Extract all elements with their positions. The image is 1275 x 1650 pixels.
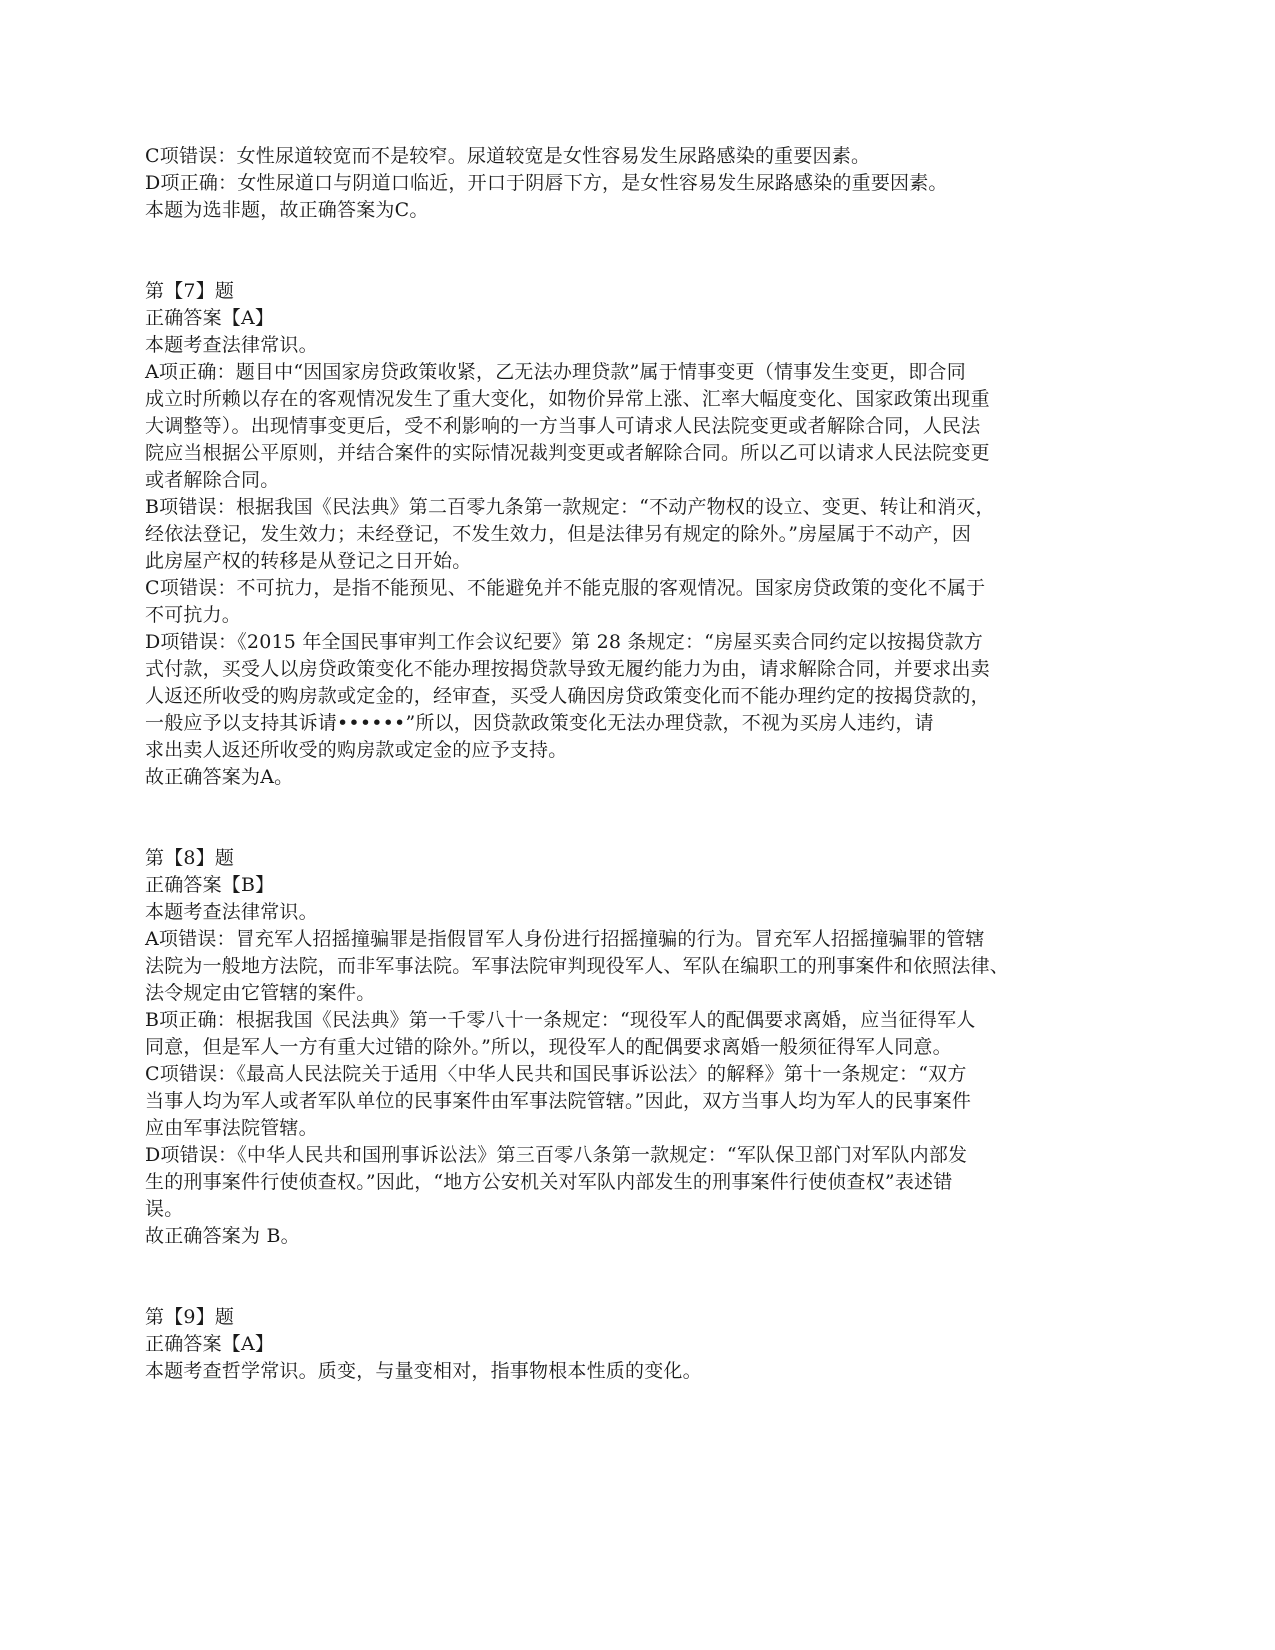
option-b-explanation-cont: 经依法登记，发生效力；未经登记，不发生效力，但是法律另有规定的除外。”房屋属于不动产，因 <box>145 523 972 545</box>
option-b-explanation-cont: 同意，但是军人一方有重大过错的除外。”所以，现役军人的配偶要求离婚一般须征得军人同意。 <box>145 1036 952 1058</box>
topic-line: 本题考查法律常识。 <box>145 901 318 923</box>
option-d-explanation-cont: 生的刑事案件行使侦查权。”因此，“地方公安机关对军队内部发生的刑事案件行使侦查权”表述错 <box>145 1171 953 1193</box>
conclusion: 故正确答案为 B。 <box>145 1225 300 1247</box>
question-label: 第【9】题 <box>145 1306 235 1328</box>
topic-line: 本题考查哲学常识。质变，与量变相对，指事物根本性质的变化。 <box>145 1360 702 1382</box>
question-label: 第【7】题 <box>145 280 235 302</box>
option-c-explanation: C项错误：不可抗力，是指不能预见、不能避免并不能克服的客观情况。国家房贷政策的变化不属于 <box>145 577 986 599</box>
option-d-explanation-cont: 人返还所收受的购房款或定金的，经审查，买受人确因房贷政策变化而不能办理约定的按揭贷款的， <box>145 685 990 707</box>
conclusion: 故正确答案为A。 <box>145 766 294 788</box>
option-b-explanation: B项错误：根据我国《民法典》第二百零九条第一款规定：“不动产物权的设立、变更、转让和消灭， <box>145 496 995 518</box>
option-a-explanation: A项正确：题目中“因国家房贷政策收紧，乙无法办理贷款”属于情事变更（情事发生变更，即合同 <box>145 361 966 383</box>
answer-label: 正确答案【A】 <box>145 307 275 329</box>
option-d-explanation-cont: 求出卖人返还所收受的购房款或定金的应予支持。 <box>145 739 568 761</box>
option-d-explanation: D项错误：《2015 年全国民事审判工作会议纪要》第 28 条规定：“房屋买卖合同约定以按揭贷款方 <box>145 631 983 653</box>
topic-line: 本题考查法律常识。 <box>145 334 318 356</box>
answer-label: 正确答案【B】 <box>145 874 275 896</box>
option-b-explanation: B项正确：根据我国《民法典》第一千零八十一条规定：“现役军人的配偶要求离婚，应当征得军人 <box>145 1009 976 1031</box>
question-label: 第【8】题 <box>145 847 235 869</box>
option-d-explanation-cont: 误。 <box>145 1198 184 1220</box>
option-d-explanation-cont: 一般应予以支持其诉请••••••”所以，因贷款政策变化无法办理贷款，不视为买房人违约，请 <box>145 712 934 734</box>
option-c-explanation: C项错误：女性尿道较宽而不是较窄。尿道较宽是女性容易发生尿路感染的重要因素。 <box>145 145 871 167</box>
option-d-explanation-cont: 式付款，买受人以房贷政策变化不能办理按揭贷款导致无履约能力为由，请求解除合同，并要求出卖 <box>145 658 990 680</box>
answer-label: 正确答案【A】 <box>145 1333 275 1355</box>
option-a-explanation-cont: 大调整等）。出现情事变更后，受不利影响的一方当事人可请求人民法院变更或者解除合同，人民法 <box>145 415 981 437</box>
option-b-explanation-cont: 此房屋产权的转移是从登记之日开始。 <box>145 550 472 572</box>
option-c-explanation: C项错误：《最高人民法院关于适用〈中华人民共和国民事诉讼法〉的解释》第十一条规定：“双方 <box>145 1063 967 1085</box>
option-c-explanation-cont: 不可抗力。 <box>145 604 242 626</box>
option-a-explanation-cont: 法院为一般地方法院，而非军事法院。军事法院审判现役军人、军队在编职工的刑事案件和依照法律、 <box>145 955 1010 977</box>
option-c-explanation-cont: 当事人均为军人或者军队单位的民事案件由军事法院管辖。”因此，双方当事人均为军人的民事案件 <box>145 1090 972 1112</box>
option-d-explanation: D项错误：《中华人民共和国刑事诉讼法》第三百零八条第一款规定：“军队保卫部门对军队内部发 <box>145 1144 968 1166</box>
option-a-explanation-cont: 院应当根据公平原则，并结合案件的实际情况裁判变更或者解除合同。所以乙可以请求人民法院变更 <box>145 442 990 464</box>
option-d-explanation: D项正确：女性尿道口与阴道口临近，开口于阴唇下方，是女性容易发生尿路感染的重要因素。 <box>145 172 948 194</box>
conclusion: 本题为选非题，故正确答案为C。 <box>145 199 429 221</box>
option-a-explanation-cont: 成立时所赖以存在的客观情况发生了重大变化，如物价异常上涨、汇率大幅度变化、国家政策出现重 <box>145 388 990 410</box>
option-a-explanation: A项错误：冒充军人招摇撞骗罪是指假冒军人身份进行招摇撞骗的行为。冒充军人招摇撞骗罪的管辖 <box>145 928 985 950</box>
option-a-explanation-cont: 法令规定由它管辖的案件。 <box>145 982 376 1004</box>
option-a-explanation-cont: 或者解除合同。 <box>145 469 280 491</box>
option-c-explanation-cont: 应由军事法院管辖。 <box>145 1117 318 1139</box>
